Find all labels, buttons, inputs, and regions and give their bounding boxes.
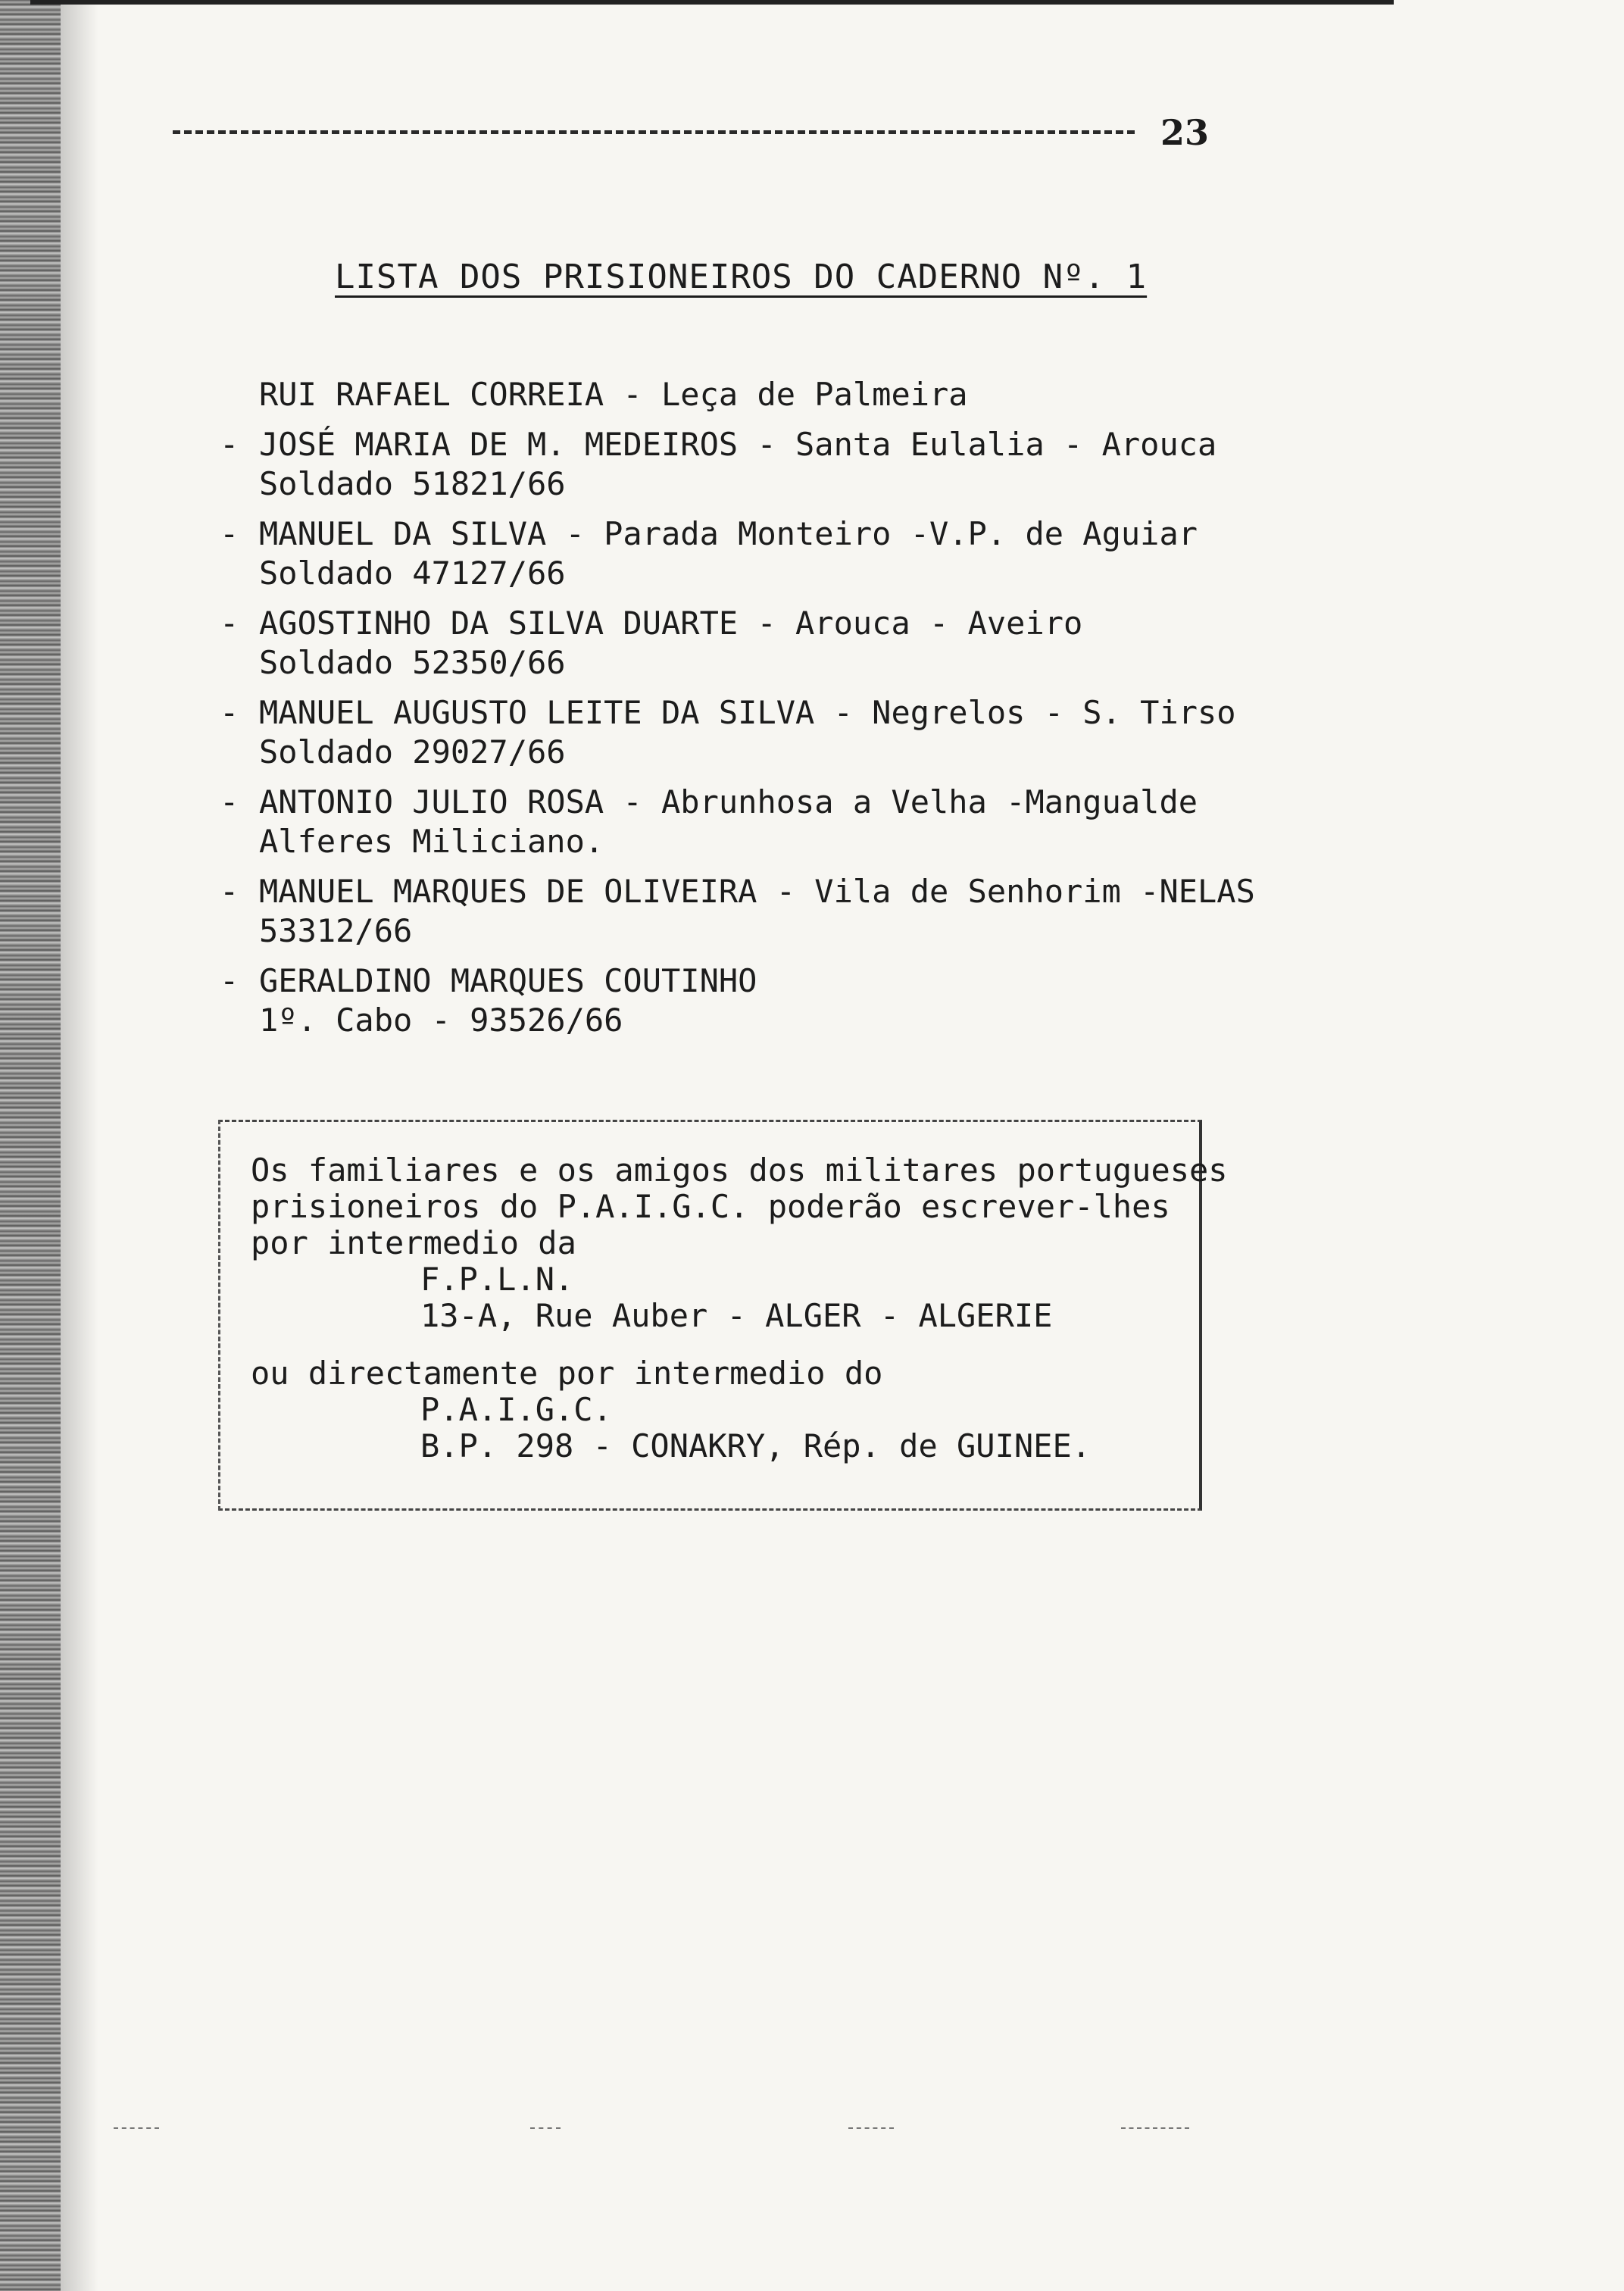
list-dash: - — [220, 515, 239, 552]
prisoner-entry — [212, 961, 1257, 1040]
list-dash: - — [220, 873, 239, 910]
scanned-page-edge — [0, 0, 61, 2291]
notice-line: por intermedio da — [251, 1224, 576, 1261]
prisoner-rank-line: Soldado 29027/66 — [259, 733, 566, 770]
page-number: 23 — [1160, 112, 1210, 153]
bottom-dash-mark — [1121, 2127, 1189, 2129]
notice-line: Os familiares e os amigos dos militares portugueses — [251, 1152, 1228, 1189]
prisoner-name-line: RUI RAFAEL CORREIA - Leça de Palmeira — [259, 376, 968, 413]
prisoner-rank-line: Alferes Miliciano. — [259, 823, 604, 860]
prisoner-entry — [212, 425, 1257, 504]
document-title: LISTA DOS PRISIONEIROS DO CADERNO Nº. 1 — [335, 258, 1148, 296]
prisoner-name-line: GERALDINO MARQUES COUTINHO — [259, 962, 757, 999]
list-dash: - — [220, 962, 239, 999]
notice-line: prisioneiros do P.A.I.G.C. poderão escrever-lhes — [251, 1188, 1170, 1225]
org-address: 13-A, Rue Auber - ALGER - ALGERIE — [420, 1297, 1053, 1334]
prisoner-rank-line: Soldado 47127/66 — [259, 555, 566, 592]
prisoner-entry — [212, 872, 1257, 951]
list-dash: - — [220, 426, 239, 463]
prisoner-list — [212, 375, 1257, 1051]
bottom-dash-mark — [530, 2127, 561, 2129]
prisoner-name-line: JOSÉ MARIA DE M. MEDEIROS - Santa Eulalia - Arouca — [259, 426, 1217, 463]
prisoner-rank-line: 53312/66 — [259, 912, 413, 949]
top-page-edge — [30, 0, 1394, 5]
prisoner-entry — [212, 514, 1257, 593]
prisoner-entry — [212, 693, 1257, 772]
list-dash: - — [220, 605, 239, 642]
notice-line: ou directamente por intermedio do — [251, 1355, 883, 1392]
list-dash: - — [220, 694, 239, 731]
prisoner-name-line: ANTONIO JULIO ROSA - Abrunhosa a Velha -Mangualde — [259, 783, 1198, 820]
prisoner-entry — [212, 604, 1257, 683]
prisoner-name-line: AGOSTINHO DA SILVA DUARTE - Arouca - Aveiro — [259, 605, 1083, 642]
prisoner-entry — [212, 783, 1257, 861]
org-name: F.P.L.N. — [420, 1261, 574, 1298]
bottom-dash-mark — [848, 2127, 894, 2129]
org-address: B.P. 298 - CONAKRY, Rép. de GUINEE. — [420, 1427, 1092, 1464]
org-name: P.A.I.G.C. — [420, 1391, 612, 1428]
paragraph-gap — [251, 1334, 1228, 1355]
prisoner-entry — [212, 375, 1257, 414]
prisoner-rank-line: 1º. Cabo - 93526/66 — [259, 1002, 623, 1039]
list-dash: - — [220, 783, 239, 820]
prisoner-rank-line: Soldado 51821/66 — [259, 465, 566, 502]
header-rule — [173, 130, 1135, 134]
prisoner-name-line: MANUEL MARQUES DE OLIVEIRA - Vila de Senhorim -NELAS — [259, 873, 1255, 910]
prisoner-name-line: MANUEL DA SILVA - Parada Monteiro -V.P. de Aguiar — [259, 515, 1198, 552]
page-edge-shadow — [61, 0, 98, 2291]
bottom-dash-mark — [114, 2127, 159, 2129]
contact-notice-text — [251, 1152, 1228, 1464]
prisoner-name-line: MANUEL AUGUSTO LEITE DA SILVA - Negrelos - S. Tirso — [259, 694, 1236, 731]
contact-notice-box — [218, 1120, 1228, 1511]
prisoner-rank-line: Soldado 52350/66 — [259, 644, 566, 681]
